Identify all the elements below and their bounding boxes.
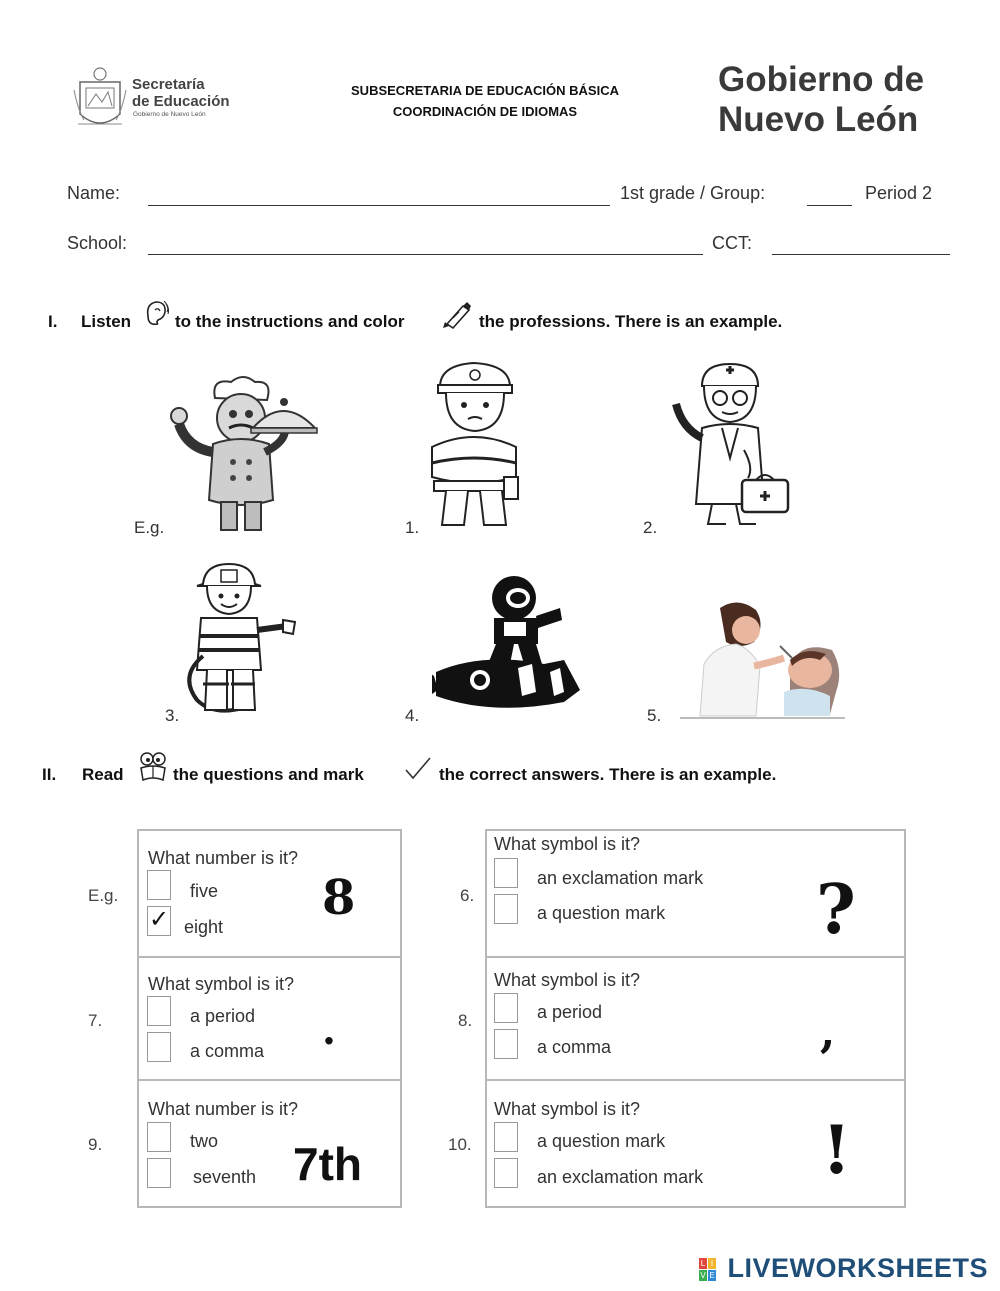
left-divider-2: [138, 1079, 401, 1081]
secretaria-subtitle: Gobierno de Nuevo León: [133, 111, 206, 118]
profession-label-5: 5.: [647, 706, 662, 725]
center-heading-line-2: COORDINACIÓN DE IDIOMAS: [392, 104, 578, 119]
item-label-eg: E.g.: [88, 886, 119, 905]
reading-eyes-book-icon: [137, 750, 169, 782]
ear-icon: [140, 298, 170, 330]
option-checkbox-eg-2[interactable]: ✓: [147, 906, 171, 936]
symbol-9: 7th: [293, 1138, 362, 1190]
option-text-6-1: an exclamation mark: [537, 868, 704, 888]
secretaria-line-1: Secretaría: [132, 76, 205, 93]
profession-label-2: 2.: [643, 518, 658, 537]
question-10: What symbol is it?: [494, 1099, 641, 1119]
left-divider-1: [138, 956, 401, 958]
doctor-illustration: [668, 358, 798, 528]
section2-roman: II.: [42, 765, 57, 784]
center-heading: [320, 80, 650, 122]
period-label: Period 2: [865, 183, 933, 203]
right-divider-1: [486, 956, 905, 958]
option-text-7-2: a comma: [190, 1041, 265, 1061]
question-8: What symbol is it?: [494, 970, 641, 990]
state-seal-logo: [72, 62, 128, 134]
option-text-10-2: an exclamation mark: [537, 1167, 704, 1187]
gov-line-1: Gobierno de: [718, 60, 925, 99]
logo-tile-i: I: [708, 1258, 716, 1269]
chef-illustration: [165, 372, 320, 537]
option-checkbox-9-2[interactable]: [147, 1158, 171, 1188]
question-9: What number is it?: [148, 1099, 299, 1119]
option-checkbox-7-2[interactable]: [147, 1032, 171, 1062]
symbol-10: !: [822, 1111, 851, 1189]
item-label-6: 6.: [460, 886, 475, 905]
checkmark-icon: [404, 756, 432, 782]
school-input-line[interactable]: [148, 254, 703, 255]
option-text-8-1: a period: [537, 1002, 603, 1022]
gov-line-2: Nuevo León: [718, 100, 919, 139]
section2-word-read: Read: [82, 765, 124, 784]
name-input-line[interactable]: [148, 205, 610, 206]
profession-label-4: 4.: [405, 706, 420, 725]
option-checkbox-6-1[interactable]: [494, 858, 518, 888]
secretaria-line-2: de Educación: [132, 93, 230, 110]
option-text-9-1: two: [190, 1131, 219, 1151]
option-text-7-1: a period: [190, 1006, 256, 1026]
symbol-8: ,: [820, 1007, 836, 1058]
section1-text-b: the professions. There is an example.: [479, 312, 783, 331]
name-label: Name:: [67, 183, 121, 203]
option-checkbox-8-2[interactable]: [494, 1029, 518, 1059]
option-text-10-1: a question mark: [537, 1131, 666, 1151]
option-text-8-2: a comma: [537, 1037, 612, 1057]
section2-text-a: the questions and mark: [173, 765, 364, 784]
item-label-9: 9.: [88, 1135, 103, 1154]
option-text-eg-1: five: [190, 881, 219, 901]
option-checkbox-9-1[interactable]: [147, 1122, 171, 1152]
question-7: What symbol is it?: [148, 974, 295, 994]
profession-label-3: 3.: [165, 706, 180, 725]
option-text-6-2: a question mark: [537, 903, 666, 923]
secretaria-name: [132, 76, 230, 110]
symbol-7: .: [322, 1007, 336, 1054]
symbol-6: ?: [816, 870, 856, 950]
answer-column-left: [137, 829, 402, 1208]
option-text-eg-2: eight: [184, 917, 224, 937]
firefighter-illustration: [183, 560, 298, 720]
question-eg: What number is it?: [148, 848, 299, 868]
section1-roman: I.: [48, 312, 58, 331]
option-checkbox-10-2[interactable]: [494, 1158, 518, 1188]
option-checkbox-eg-1[interactable]: [147, 870, 171, 900]
liveworksheets-logo-tiles: [699, 1258, 717, 1282]
item-label-7: 7.: [88, 1011, 103, 1030]
grade-group-label: 1st grade / Group:: [620, 183, 766, 203]
option-checkbox-6-2[interactable]: [494, 894, 518, 924]
profession-label-1: 1.: [405, 518, 420, 537]
cct-label: CCT:: [712, 233, 752, 253]
option-checkbox-10-1[interactable]: [494, 1122, 518, 1152]
dentist-illustration: [680, 596, 845, 722]
government-logo-text: [718, 60, 924, 140]
symbol-eg: 8: [322, 870, 356, 926]
section1-text-a: to the instructions and color: [175, 312, 405, 331]
option-text-9-2: seventh: [193, 1167, 257, 1187]
item-label-10: 10.: [448, 1135, 472, 1154]
cct-input-line[interactable]: [772, 254, 950, 255]
logo-tile-v: V: [700, 1271, 706, 1280]
center-heading-line-1: SUBSECRETARIA DE EDUCACIÓN BÁSICA: [351, 83, 619, 98]
section2-text-b: the correct answers. There is an example.: [439, 765, 777, 784]
section1-word-listen: Listen: [81, 312, 132, 331]
right-divider-2: [486, 1079, 905, 1081]
group-input-line[interactable]: [807, 205, 852, 206]
school-label: School:: [67, 233, 128, 253]
logo-tile-e: E: [709, 1271, 715, 1280]
liveworksheets-brand[interactable]: LIVEWORKSHEETS: [727, 1253, 988, 1283]
option-checkbox-7-1[interactable]: [147, 996, 171, 1026]
item-label-8: 8.: [458, 1011, 473, 1030]
logo-tile-l: L: [700, 1259, 706, 1268]
profession-label-eg: E.g.: [134, 518, 165, 537]
question-6: What symbol is it?: [494, 834, 641, 854]
crayon-icon: [441, 300, 473, 330]
option-checkbox-8-1[interactable]: [494, 993, 518, 1023]
astronaut-illustration: [432, 572, 582, 720]
police-officer-illustration: [418, 357, 528, 535]
